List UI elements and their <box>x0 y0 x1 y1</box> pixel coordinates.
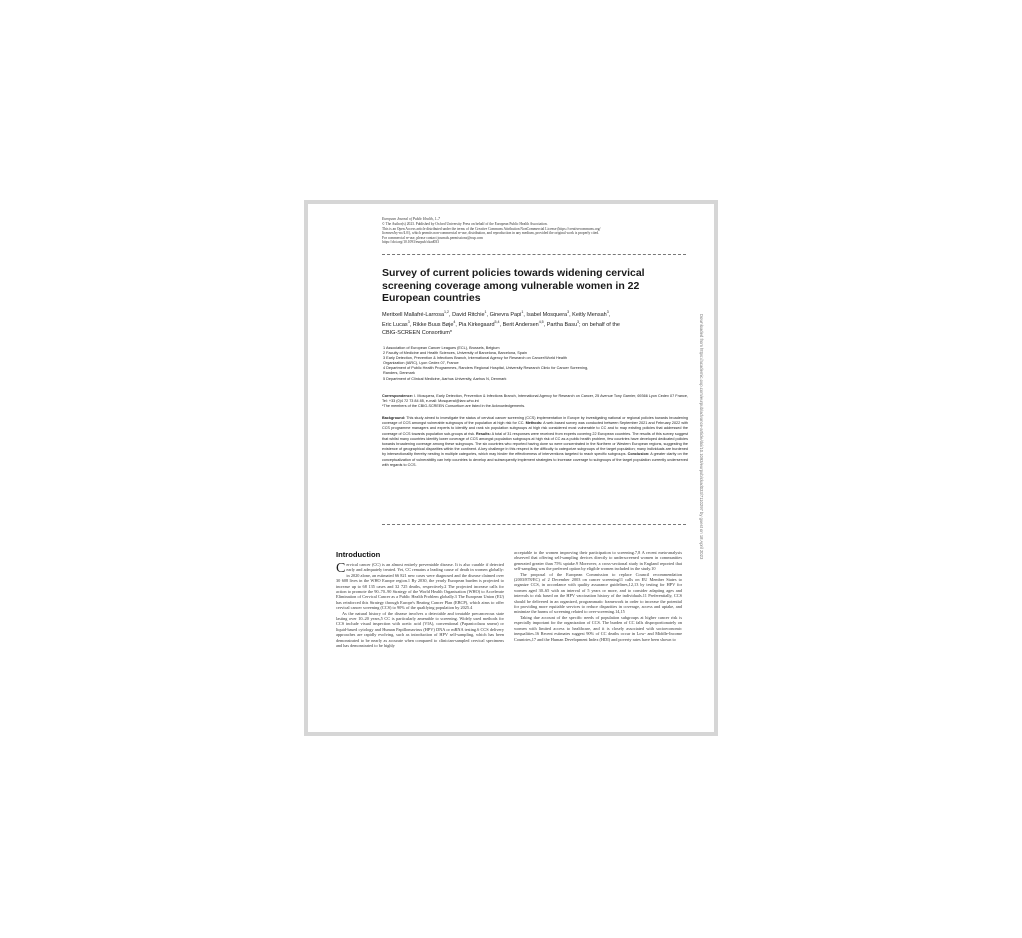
affiliation-2: 2 Faculty of Medicine and Health Sciences, University of Barcelona, Barcelona, Spain <box>383 351 527 355</box>
abstract-background-label: Background: <box>382 416 406 420</box>
drop-cap: C <box>336 561 346 576</box>
abstract-methods: A web-based survey was conducted between September 2021 and February 2022 with CCS programme managers and experts to identify and rank six population subgroups at high risk considered most vulnerable to CC and to map existing policies that addressed the coverage of CCS towards population sub-groups at risk. <box>382 421 688 436</box>
intro-left-column <box>336 562 504 649</box>
intro-paragraph: acceptable to the women improving their participation to screening.7,8 A recent meta-analysis observed that offering self-sampling devices directly to underscreened women in communities generated greater than 75% uptake.9 Moreover, a cross-sectional study in England reported that self-sampling was the preferred option by eligible women included in the study.10 <box>514 550 682 572</box>
affiliation-3-cont: Organization (IARC), Lyon Cedex 07, France <box>383 361 459 365</box>
article-title: Survey of current policies towards widening cervical screening coverage among vulnerable women in 22 European countries <box>382 267 645 305</box>
intro-paragraph: Taking due account of the specific needs of population subgroups at higher cancer risk is especially important for the organization of CCS. The burden of CC falls disproportionately on women with limited access to healthcare, and it is closely associated with socioeconomic inequalities.16 Recent estimates suggest 90% of CC deaths occur in Low- and Middle-Income Countries,17 and the Human Development Index (HDI) and poverty rates have been shown to <box>514 614 682 642</box>
author-line-1: Meritxell Mallafré-Larrosa$^{1,2}$, David Ritchie$^1$, Ginevra Papi$^1$, Isabel Mosquera$^3$, Keitly Mensah$^3$, <box>382 310 611 318</box>
doi-link[interactable]: https://doi.org/10.1093/eurpub/ckad033 <box>382 240 440 244</box>
journal-citation: European Journal of Public Health, 1–7 <box>382 217 440 221</box>
license-line-2: licenses/by-nc/4.0/), which permits non-commercial re-use, distribution, and reproduction in any medium, provided the original work is properly cited. <box>382 231 600 235</box>
abstract-background: This study aimed to investigate the status of cervical cancer screening (CCS) implementation in Europe by investigating national or regional policies towards broadening coverage of CCS amongst vulnerable subgroups of the population at high risk for CC. <box>382 416 688 426</box>
license-line-1: This is an Open Access article distributed under the terms of the Creative Commons Attribution NonCommercial License (https://creativecommons.org/ <box>382 226 601 231</box>
article-page <box>308 204 714 732</box>
abstract <box>382 416 688 468</box>
affiliation-3: 3 Early Detection, Prevention & Infections Branch, International Agency for Research on Cancer/World Health <box>383 356 567 360</box>
abstract-methods-label: Methods: <box>525 421 543 426</box>
correspondence <box>382 394 688 410</box>
affiliation-5: 5 Department of Clinical Medicine, Aarhus University, Aarhus N, Denmark <box>383 377 507 381</box>
intro-paragraph: The proposal of the European Commission to replace Council recommendation (2003/878/EC) of 2 December 2003 on cancer screening11 calls on EU Member States to organize CCS, in accordance with quality assurance guidelines,12,13 by testing for HPV for women aged 30–65 with an interval of 5 years or more, and to consider adapting ages and intervals to risk based on the HPV vaccination history of the individuals.11 Preferentially, CCS should be delivered in an organized, programmatic framework in order to increase the potential for providing more equitable services to reduce disparities in coverage, access and uptake, and minimize the harms of screening related to over-screening.14,15 <box>514 571 682 615</box>
affiliation-4: 4 Department of Public Health Programmes, Randers Regional Hospital, University Research Clinic for Cancer Screening, <box>383 366 589 370</box>
author-line-2: Eric Lucas$^3$, Rikke Buus Bøje$^4$, Pia Kirkegaard$^{5,4}$, Berit Andersen$^{4,5}$, Partha Basu$^3$; on behalf of the <box>382 320 620 329</box>
affiliation-4-cont: Randers, Denmark <box>383 371 415 375</box>
correspondence-label: Correspondence: <box>382 394 414 398</box>
abstract-conclusion: A greater clarity on the conceptualization of vulnerability can help countries to develop and subsequently implement strategies to increase coverage to subgroups of the target population currently underserved with regards to CCS. <box>382 452 688 467</box>
abstract-divider <box>382 524 686 525</box>
abstract-conclusion-label: Conclusion: <box>627 452 650 457</box>
copyright-line: © The Author(s) 2023. Published by Oxford University Press on behalf of the European Public Health Association. <box>382 222 548 226</box>
introduction-heading: Introduction <box>336 550 381 559</box>
author-list <box>382 309 688 337</box>
download-watermark: Downloaded from https://academic.oup.com/eurpub/advance-article/doi/10.1093/eurpub/ckad033/7110297 by guest on 18 April 2023 <box>699 314 704 560</box>
intro-paragraph: Cervical cancer (CC) is an almost entirely preventable disease. It is also curable if detected early and adequately treated. Yet, CC remains a leading cause of death in women globally: in 2020 alone, an estimated 66 821 new cases were diagnosed and the disease claimed over 30 608 lives in the WHO Europe region.1 By 2030, the yearly European burden is projected to increase up to 68 135 cases and 32 725 deaths, respectively.2 The projected increase calls for action to promote the 90–70–90 Strategy of the World Health Organisation (WHO) to Accelerate Elimination of Cervical Cancer as a Public Health Problem globally.3 The European Union (EU) has reinforced this Strategy through Europe's Beating Cancer Plan (EBCP), which aims to offer cervical cancer screening (CCS) to 90% of the qualifying population by 2025.4 <box>336 561 504 611</box>
abstract-results: A total of 31 responses were received from experts covering 22 European countries. The results of this survey suggest that whilst many countries identify lower coverage of CCS amongst population subgroups at high risk of CC as a public health problem, few countries have developed dedicated policies towards broadening coverage among these subgroups. The six countries who reported having done so were concentrated in the Northern or Western European regions, suggesting the existence of geographical disparities within the continent. A key challenge in this respect is the difficulty to categorize subgroups of the target population; many individuals are burdened by intersectionality thereby nesting in multiple categories, which may hinder the effectiveness of interventions targeted to reach specific subgroups. <box>382 431 688 457</box>
affiliation-1: 1 Association of European Cancer Leagues (ECL), Brussels, Belgium <box>383 346 500 350</box>
consortium-note: *The members of the CBIG-SCREEN Consortium are listed in the Acknowledgements. <box>382 404 526 409</box>
abstract-results-label: Results: <box>476 431 491 436</box>
correspondence-text: I. Mosquera, Early Detection, Prevention & Infections Branch, International Agency for Research on Cancer, 25 Avenue Tony Garnier, 69366 Lyon Cedex 07 France, Tel: +33 (0)4 72 73 84 85, e-mail: MosqueraI@iarc.who.int <box>382 394 688 404</box>
intro-right-column <box>514 550 682 642</box>
header-divider <box>382 254 686 255</box>
intro-paragraph: As the natural history of the disease involves a detectable and treatable precancerous state lasting over 10–20 years,5 CC is particularly amenable to screening. Widely used methods for CCS include visual inspection with acetic acid (VIA), conventional (Papanicolaou smear) or liquid-based cytology and Human Papillomavirus (HPV) DNA or mRNA testing.6 CCS delivery approaches are rapidly evolving, such as introduction of HPV self-sampling, which has been demonstrated to be nearly as accurate when compared to clinician-sampled cervical specimens and has demonstrated to be highly <box>336 610 504 649</box>
license-line-3: For commercial re-use, please contact journals.permissions@oup.com <box>382 235 483 240</box>
author-line-3: CBIG-SCREEN Consortium* <box>382 329 452 336</box>
